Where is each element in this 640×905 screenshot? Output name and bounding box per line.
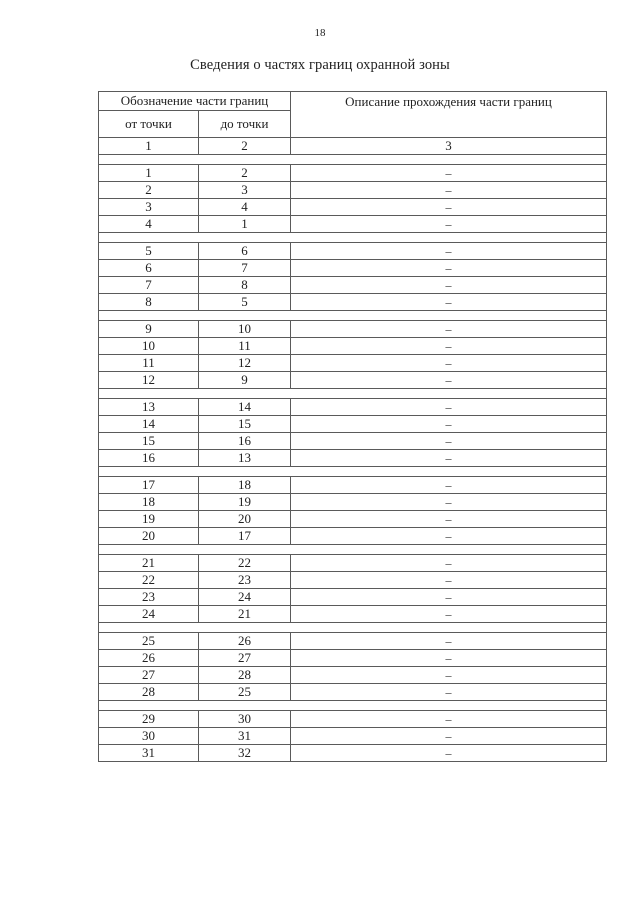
from-point-cell: 16 xyxy=(99,450,199,467)
description-cell: – xyxy=(291,606,607,623)
description-cell: – xyxy=(291,684,607,701)
column-number: 3 xyxy=(291,138,607,155)
to-point-cell: 7 xyxy=(199,260,291,277)
table-row xyxy=(99,243,607,260)
separator-cell xyxy=(99,701,607,711)
separator-cell xyxy=(99,545,607,555)
description-cell: – xyxy=(291,433,607,450)
to-point-cell: 9 xyxy=(199,372,291,389)
to-point-cell: 19 xyxy=(199,494,291,511)
to-point-cell: 14 xyxy=(199,399,291,416)
description-cell: – xyxy=(291,399,607,416)
column-numbers-row xyxy=(99,138,607,155)
from-point-cell: 6 xyxy=(99,260,199,277)
description-cell: – xyxy=(291,650,607,667)
from-point-cell: 11 xyxy=(99,355,199,372)
to-point-cell: 6 xyxy=(199,243,291,260)
group-separator-row xyxy=(99,389,607,399)
description-cell: – xyxy=(291,199,607,216)
from-point-cell: 20 xyxy=(99,528,199,545)
from-point-cell: 22 xyxy=(99,572,199,589)
description-cell: – xyxy=(291,711,607,728)
header-group-label: Обозначение части границ xyxy=(99,92,291,111)
header-from-label: от точки xyxy=(99,111,199,138)
page-number: 18 xyxy=(314,27,326,39)
table-row xyxy=(99,589,607,606)
table-row xyxy=(99,572,607,589)
from-point-cell: 30 xyxy=(99,728,199,745)
column-number: 1 xyxy=(99,138,199,155)
column-number: 2 xyxy=(199,138,291,155)
table-row xyxy=(99,633,607,650)
description-cell: – xyxy=(291,277,607,294)
description-cell: – xyxy=(291,450,607,467)
from-point-cell: 2 xyxy=(99,182,199,199)
from-point-cell: 3 xyxy=(99,199,199,216)
table-row xyxy=(99,338,607,355)
to-point-cell: 23 xyxy=(199,572,291,589)
table-row xyxy=(99,494,607,511)
table-body xyxy=(99,92,607,762)
description-cell: – xyxy=(291,338,607,355)
to-point-cell: 1 xyxy=(199,216,291,233)
to-point-cell: 22 xyxy=(199,555,291,572)
description-cell: – xyxy=(291,260,607,277)
group-separator-row xyxy=(99,701,607,711)
table-row xyxy=(99,277,607,294)
from-point-cell: 13 xyxy=(99,399,199,416)
to-point-cell: 5 xyxy=(199,294,291,311)
from-point-cell: 25 xyxy=(99,633,199,650)
separator-cell xyxy=(99,311,607,321)
to-point-cell: 11 xyxy=(199,338,291,355)
table-row xyxy=(99,528,607,545)
header-to-label: до точки xyxy=(199,111,291,138)
group-separator-row xyxy=(99,623,607,633)
to-point-cell: 12 xyxy=(199,355,291,372)
description-cell: – xyxy=(291,321,607,338)
separator-cell xyxy=(99,389,607,399)
table-row xyxy=(99,511,607,528)
group-separator-row xyxy=(99,311,607,321)
to-point-cell: 15 xyxy=(199,416,291,433)
to-point-cell: 26 xyxy=(199,633,291,650)
to-point-cell: 28 xyxy=(199,667,291,684)
from-point-cell: 28 xyxy=(99,684,199,701)
to-point-cell: 18 xyxy=(199,477,291,494)
description-cell: – xyxy=(291,511,607,528)
to-point-cell: 20 xyxy=(199,511,291,528)
description-cell: – xyxy=(291,572,607,589)
from-point-cell: 12 xyxy=(99,372,199,389)
table-row xyxy=(99,450,607,467)
description-cell: – xyxy=(291,477,607,494)
table-row xyxy=(99,606,607,623)
from-point-cell: 15 xyxy=(99,433,199,450)
description-cell: – xyxy=(291,667,607,684)
boundary-parts-table xyxy=(98,91,607,762)
description-cell: – xyxy=(291,294,607,311)
description-cell: – xyxy=(291,589,607,606)
page-title: Сведения о частях границ охранной зоны xyxy=(190,57,450,73)
table-row xyxy=(99,555,607,572)
table-row xyxy=(99,321,607,338)
from-point-cell: 29 xyxy=(99,711,199,728)
separator-cell xyxy=(99,467,607,477)
to-point-cell: 16 xyxy=(199,433,291,450)
description-cell: – xyxy=(291,372,607,389)
from-point-cell: 19 xyxy=(99,511,199,528)
from-point-cell: 14 xyxy=(99,416,199,433)
to-point-cell: 32 xyxy=(199,745,291,762)
from-point-cell: 23 xyxy=(99,589,199,606)
from-point-cell: 4 xyxy=(99,216,199,233)
from-point-cell: 26 xyxy=(99,650,199,667)
separator-cell xyxy=(99,155,607,165)
table-row xyxy=(99,199,607,216)
to-point-cell: 30 xyxy=(199,711,291,728)
table-row xyxy=(99,728,607,745)
from-point-cell: 10 xyxy=(99,338,199,355)
table-row xyxy=(99,433,607,450)
from-point-cell: 31 xyxy=(99,745,199,762)
description-cell: – xyxy=(291,745,607,762)
from-point-cell: 8 xyxy=(99,294,199,311)
table-row xyxy=(99,477,607,494)
table-row xyxy=(99,182,607,199)
description-cell: – xyxy=(291,555,607,572)
description-cell: – xyxy=(291,355,607,372)
to-point-cell: 13 xyxy=(199,450,291,467)
separator-cell xyxy=(99,233,607,243)
description-cell: – xyxy=(291,182,607,199)
from-point-cell: 9 xyxy=(99,321,199,338)
table-row xyxy=(99,216,607,233)
to-point-cell: 31 xyxy=(199,728,291,745)
from-point-cell: 27 xyxy=(99,667,199,684)
to-point-cell: 25 xyxy=(199,684,291,701)
separator-cell xyxy=(99,623,607,633)
table-row xyxy=(99,416,607,433)
to-point-cell: 24 xyxy=(199,589,291,606)
from-point-cell: 7 xyxy=(99,277,199,294)
from-point-cell: 18 xyxy=(99,494,199,511)
to-point-cell: 27 xyxy=(199,650,291,667)
group-separator-row xyxy=(99,233,607,243)
table-row xyxy=(99,165,607,182)
table-row xyxy=(99,294,607,311)
table-row xyxy=(99,684,607,701)
from-point-cell: 17 xyxy=(99,477,199,494)
to-point-cell: 2 xyxy=(199,165,291,182)
from-point-cell: 21 xyxy=(99,555,199,572)
description-cell: – xyxy=(291,528,607,545)
table-row xyxy=(99,399,607,416)
description-cell: – xyxy=(291,494,607,511)
to-point-cell: 3 xyxy=(199,182,291,199)
to-point-cell: 10 xyxy=(199,321,291,338)
header-row-1 xyxy=(99,92,607,111)
header-description-label: Описание прохождения части границ xyxy=(291,92,607,138)
from-point-cell: 1 xyxy=(99,165,199,182)
table-row xyxy=(99,745,607,762)
group-separator-row xyxy=(99,545,607,555)
table-row xyxy=(99,260,607,277)
description-cell: – xyxy=(291,728,607,745)
table-row xyxy=(99,355,607,372)
description-cell: – xyxy=(291,243,607,260)
to-point-cell: 17 xyxy=(199,528,291,545)
table-row xyxy=(99,372,607,389)
group-separator-row xyxy=(99,467,607,477)
group-separator-row xyxy=(99,155,607,165)
table-row xyxy=(99,711,607,728)
to-point-cell: 21 xyxy=(199,606,291,623)
table-row xyxy=(99,650,607,667)
from-point-cell: 24 xyxy=(99,606,199,623)
to-point-cell: 8 xyxy=(199,277,291,294)
from-point-cell: 5 xyxy=(99,243,199,260)
description-cell: – xyxy=(291,165,607,182)
description-cell: – xyxy=(291,416,607,433)
description-cell: – xyxy=(291,216,607,233)
description-cell: – xyxy=(291,633,607,650)
to-point-cell: 4 xyxy=(199,199,291,216)
table-row xyxy=(99,667,607,684)
